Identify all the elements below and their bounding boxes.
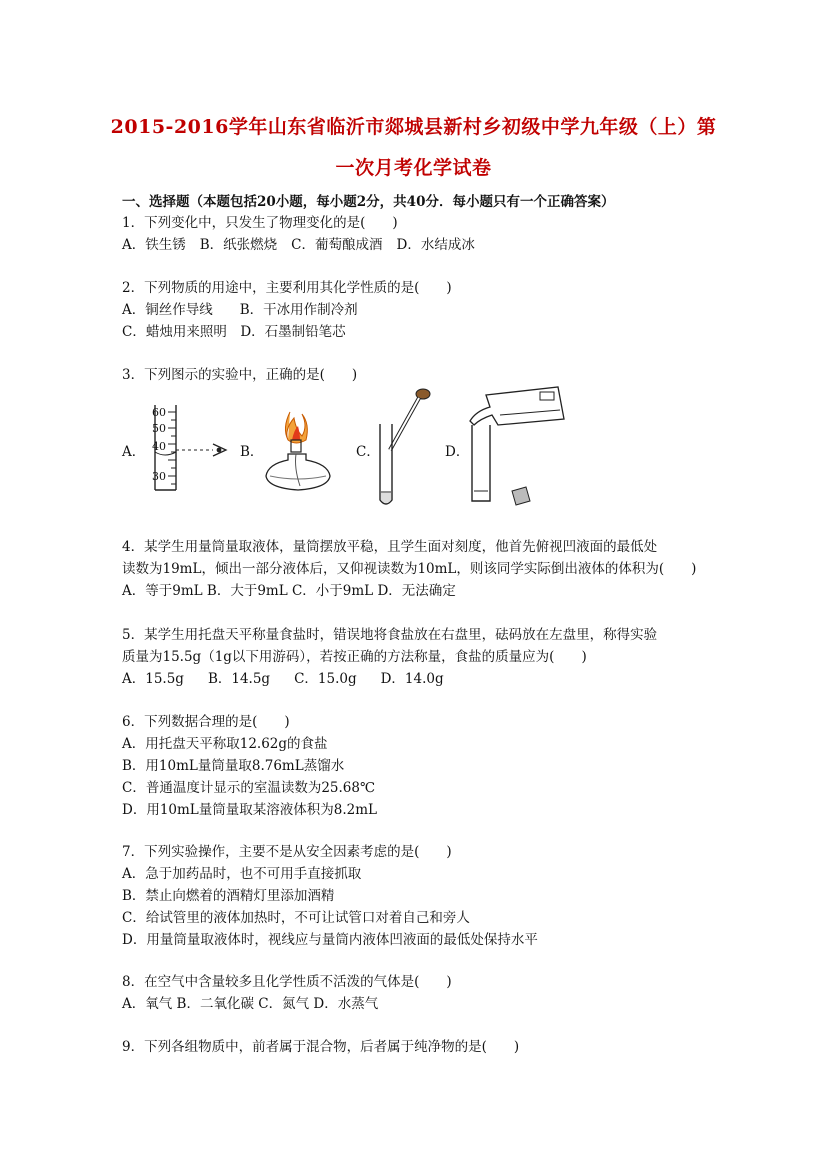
q7-option-b: B．禁止向燃着的酒精灯里添加酒精 [122, 888, 335, 904]
q6-option-c: C．普通温度计显示的室温读数为25.68℃ [122, 780, 376, 796]
q1-option-c: C．葡萄酿成酒 [291, 237, 383, 253]
q1-option-a: A．铁生锈 [122, 237, 186, 253]
q5-option-a: A．15.5g [122, 671, 184, 687]
q3-stem: 3．下列图示的实验中，正确的是( ) [122, 367, 358, 383]
q4-options: A．等于9mL B．大于9mL C．小于9mL D．无法确定 [122, 583, 456, 599]
exam-title-line1: 2015-2016学年山东省临沂市郯城县新村乡初级中学九年级（上）第 [110, 116, 717, 138]
test-tube-dropper-figure [370, 384, 440, 512]
q3-label-c: C． [356, 444, 380, 460]
q7-option-d: D．用量筒量取液体时，视线应与量筒内液体凹液面的最低处保持水平 [122, 932, 538, 948]
q5-stem-line2: 质量为15.5g（1g以下用游码），若按正确的方法称量，食盐的质量应为( ) [122, 649, 587, 665]
q2-options-cd: C．蜡烛用来照明 D．石墨制铅笔芯 [122, 324, 346, 340]
q6-option-a: A．用托盘天平称取12.62g的食盐 [122, 736, 328, 752]
q1-options [122, 233, 489, 253]
q3-label-b: B． [240, 444, 264, 460]
q1-stem: 1．下列变化中，只发生了物理变化的是( ) [122, 215, 398, 231]
section-heading: 一、选择题（本题包括20小题，每小题2分，共40分．每小题只有一个正确答案） [122, 194, 615, 210]
q2-stem: 2．下列物质的用途中，主要利用其化学性质的是( ) [122, 280, 452, 296]
q1-option-b: B．纸张燃烧 [199, 237, 278, 253]
q9-stem: 9．下列各组物质中，前者属于混合物，后者属于纯净物的是( ) [122, 1039, 520, 1055]
q1-option-d: D．水结成冰 [396, 237, 475, 253]
tick-label-50: 50 [152, 422, 166, 435]
tick-label-40: 40 [152, 440, 166, 453]
q5-option-d: D．14.0g [380, 671, 444, 687]
q8-options: A．氧气 B．二氧化碳 C．氮气 D．水蒸气 [122, 996, 379, 1012]
q3-label-a: A． [122, 444, 146, 460]
q8-stem: 8．在空气中含量较多且化学性质不活泼的气体是( ) [122, 974, 452, 990]
q7-option-a: A．急于加药品时，也不可用手直接抓取 [122, 866, 362, 882]
q3-label-d: D． [445, 444, 470, 460]
q7-stem: 7．下列实验操作，主要不是从安全因素考虑的是( ) [122, 844, 452, 860]
pouring-liquid-figure [460, 385, 570, 510]
alcohol-lamp-figure [258, 400, 338, 495]
q5-stem-line1: 5．某学生用托盘天平称量食盐时，错误地将食盐放在右盘里，砝码放在左盘里，称得实验 [122, 627, 658, 643]
q4-stem-line2: 读数为19mL，倾出一部分液体后，又仰视读数为10mL，则该同学实际倒出液体的体积为( ) [122, 561, 697, 577]
q6-option-b: B．用10mL量筒量取8.76mL蒸馏水 [122, 758, 345, 774]
q4-stem-line1: 4．某学生用量筒量取液体，量筒摆放平稳，且学生面对刻度，他首先俯视凹液面的最低处 [122, 539, 658, 555]
q6-option-d: D．用10mL量筒量取某溶液体积为8.2mL [122, 802, 378, 818]
tick-label-30: 30 [152, 470, 166, 483]
q2-options-ab: A．铜丝作导线 B．干冰用作制冷剂 [122, 302, 358, 318]
q5-options [122, 667, 458, 687]
q5-option-b: B．14.5g [207, 671, 271, 687]
q7-option-c: C．给试管里的液体加热时，不可让试管口对着自己和旁人 [122, 910, 470, 926]
tick-label-60: 60 [152, 406, 166, 419]
q6-stem: 6．下列数据合理的是( ) [122, 714, 290, 730]
exam-title-line2: 一次月考化学试卷 [335, 157, 492, 179]
q5-option-c: C．15.0g [294, 671, 357, 687]
